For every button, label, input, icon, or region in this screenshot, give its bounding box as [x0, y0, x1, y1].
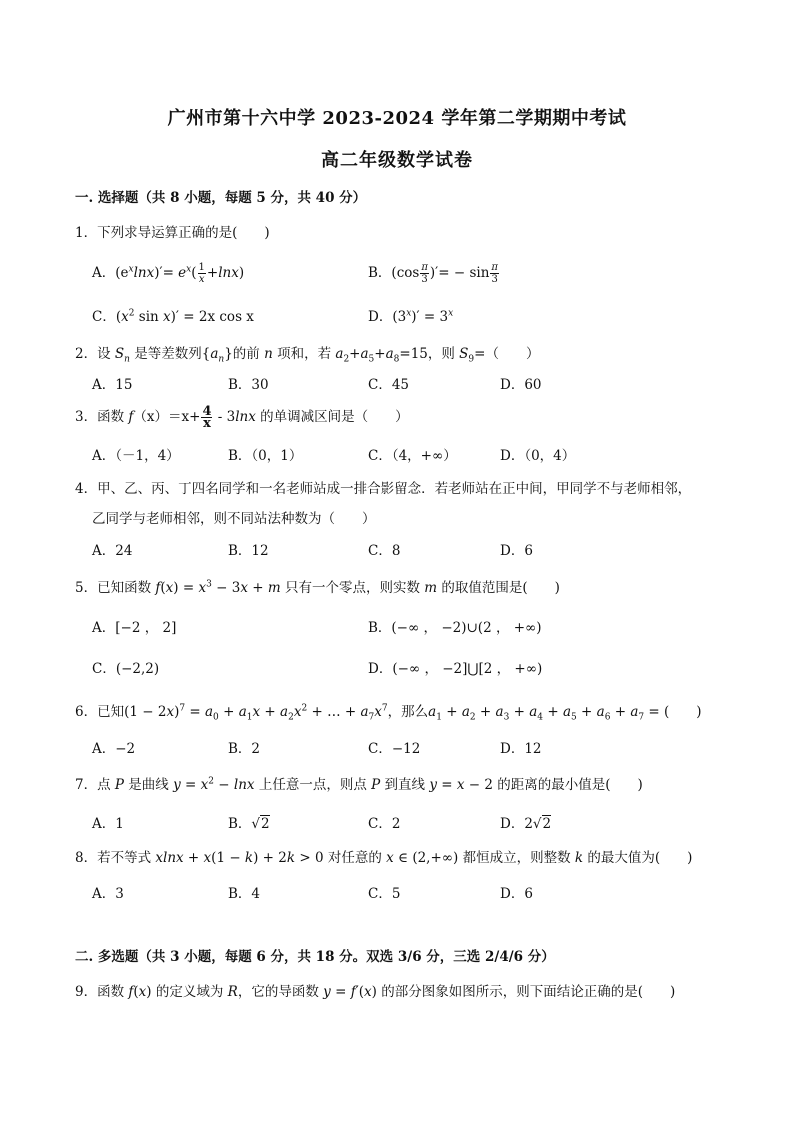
exam-title: 广州市第十六中学 2023-2024 学年第二学期期中考试	[167, 108, 627, 129]
question-5-option-d: D．(−∞ ， −2]⋃[2 ， +∞)	[368, 661, 543, 677]
question-7-option-a: A．1	[92, 816, 124, 832]
question-7-option-d: D．2√2	[500, 816, 552, 832]
question-2-option-d: D．60	[500, 377, 542, 393]
question-1-option-d: D．$(3^x)' = 3^x$	[368, 308, 454, 325]
question-3-option-d: D．（0，4）	[500, 448, 576, 464]
question-8-stem: 8．若不等式 xlnx + x(1 − k) + 2k > 0 对任意的 x ∈ (2,+∞) 都恒成立，则整数 k 的最大值为( )	[75, 850, 693, 866]
question-5-option-c: C．(−2,2)	[92, 661, 160, 677]
question-2-option-a: A．15	[92, 377, 133, 393]
question-1-option-b: B．(cos $\frac{\pi}{3}$ )′= − sin $\frac{\pi}{3}$	[368, 262, 498, 285]
question-3-option-c: C．（4，+∞）	[368, 448, 457, 464]
question-4-stem-line-1: 4．甲、乙、丙、丁四名同学和一名老师站成一排合影留念．若老师站在正中间，甲同学不与老师相邻，	[75, 481, 692, 497]
question-6-option-c: C．−12	[368, 741, 421, 757]
question-5-stem: 5．已知函数 $f(x) = x^3 - 3x + m$ 只有一个零点，则实数 m 的取值范围是( )	[75, 579, 560, 596]
question-8-option-b: B．4	[228, 886, 261, 902]
question-8-option-a: A．3	[92, 886, 124, 902]
question-6-option-b: B．2	[228, 741, 261, 757]
question-3-stem: 3．函数 f（x）＝x+ $\frac{4}{x}$ - 3lnx 的单调减区间是（ ）	[75, 404, 409, 431]
question-4-option-b: B．12	[228, 543, 269, 559]
question-7-stem: 7．点 P 是曲线 $y = x^2 - \ln x$ 上任意一点，则点 P 到直线 y = x − 2 的距离的最小值是( )	[75, 776, 643, 793]
question-4-option-c: C．8	[368, 543, 401, 559]
question-6-option-d: D．12	[500, 741, 542, 757]
question-4-option-d: D．6	[500, 543, 533, 559]
question-5-option-b: B．(−∞ ， −2)∪(2 ， +∞)	[368, 620, 542, 636]
question-8-option-d: D．6	[500, 886, 533, 902]
question-9-stem: 9．函数 f(x) 的定义域为 R，它的导函数 y = f′(x) 的部分图象如图所示，则下面结论正确的是( )	[75, 984, 676, 1000]
question-5-option-a: A．[−2 ， 2]	[92, 620, 177, 636]
question-6-stem: 6．已知$(1 - 2x)^7 = a_0 + a_1x + a_2x^2$ + … + $a_7x^7$，那么$a_1 + a_2 + a_3 + a_4 + a_5 + a_6 + a_7$ = ( )	[75, 703, 702, 723]
question-7-option-c: C．2	[368, 816, 401, 832]
question-1-option-a: A．$(e^x\ln x)'= e^x$( $\frac{1}{x}$ +lnx)	[92, 262, 245, 285]
section-1-heading: 一. 选择题（共 8 小题，每题 5 分，共 40 分）	[75, 190, 367, 206]
question-2-option-b: B．30	[228, 377, 269, 393]
question-6-option-a: A．−2	[92, 741, 136, 757]
exam-subtitle: 高二年级数学试卷	[321, 150, 473, 171]
question-8-option-c: C．5	[368, 886, 401, 902]
question-4-stem-line-2: 乙同学与老师相邻，则不同站法种数为（ ）	[92, 511, 376, 527]
question-3-option-b: B．（0，1）	[228, 448, 303, 464]
question-1-option-c: C．($x^2$ sin x)′ = 2x cos x	[92, 308, 254, 325]
question-1-stem: 1．下列求导运算正确的是( )	[75, 225, 270, 241]
question-2-stem: 2．设 $S_n$ 是等差数列$\{a_n\}$的前 n 项和，若 $a_2+a_5+a_8=15$，则 $S_9=$（ ）	[75, 346, 540, 365]
question-3-option-a: A．（－1，4）	[92, 448, 180, 464]
question-4-option-a: A．24	[92, 543, 133, 559]
question-7-option-b: B．√2	[228, 816, 270, 832]
question-2-option-c: C．45	[368, 377, 410, 393]
section-2-heading: 二. 多选题（共 3 小题，每题 6 分，共 18 分。双选 3/6 分，三选 2/4/6 分）	[75, 949, 555, 965]
